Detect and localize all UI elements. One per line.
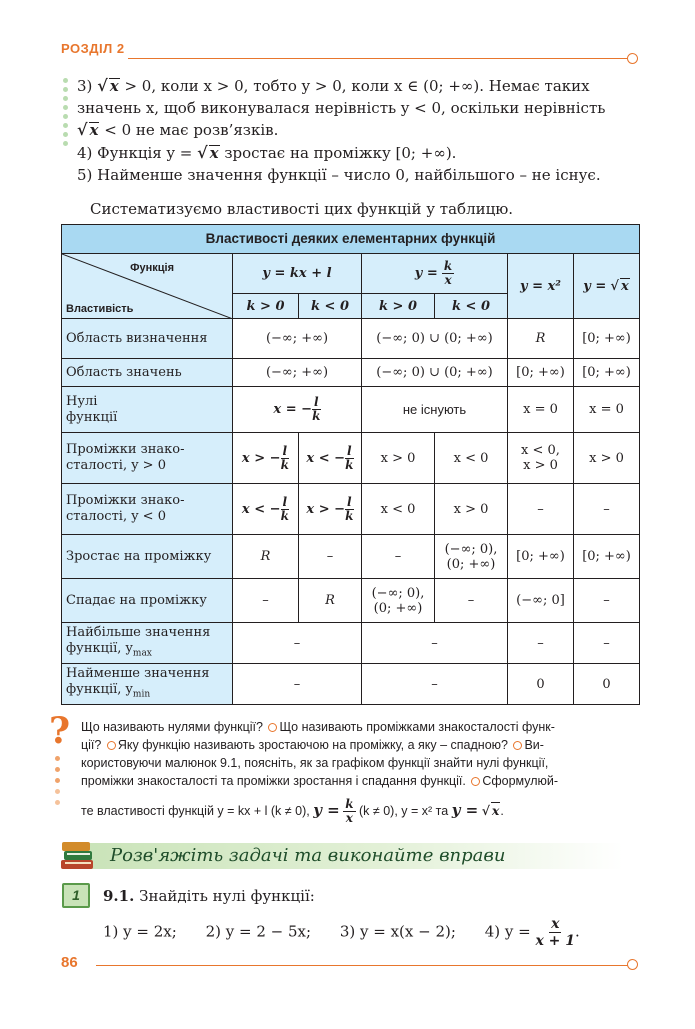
question-line-5: те властивості функцій y = kx + l (k ≠ 0), y = $\frac{k}{x}$ (k ≠ 0), y = x² та y = √ x.	[81, 797, 504, 826]
table-title: Властивості деяких елементарних функцій	[62, 225, 640, 254]
bullet-icon	[513, 741, 522, 750]
table-row: Найменше значення функції, $y_{min}$ – – 0 0	[62, 664, 640, 705]
page-number: 86	[61, 954, 78, 971]
text-line-4: 4) Функція y = √ x зростає на проміжку [0; +∞).	[77, 143, 457, 162]
text-line-5: 5) Найменше значення функції – число 0, найбільшого – не існує.	[77, 166, 601, 184]
table-row: Проміжки знако-сталості, y < 0 x < − $\frac{l}{k}$ x > − $\frac{l}{k}$ x < 0 x > 0 – –	[62, 484, 640, 535]
col-sqrt: y = √ x	[574, 254, 640, 319]
table-row: Область визначення (−∞; +∞) (−∞; 0) ∪ (0; +∞) R [0; +∞)	[62, 319, 640, 359]
col-linear: y = kx + l	[233, 254, 362, 294]
header-rule	[128, 58, 628, 59]
bullet-icon	[268, 723, 277, 732]
question-line-1: Що називають нулями функції? Що називають проміжками знакосталості функ-	[81, 720, 555, 734]
text-line-1: 3) √ x > 0, коли x > 0, тобто y > 0, коли x ∈ (0; +∞). Немає таких	[77, 76, 590, 95]
text-line-6: Систематизуємо властивості цих функцій у таблицю.	[90, 200, 514, 218]
footer-ring-icon	[627, 959, 638, 970]
exercise-items: 1) y = 2x; 2) y = 2 − 5x; 3) y = x(x − 2); 4) y = $\frac{x}{x + 1}$ .	[103, 916, 580, 949]
exercise-title: 9.1. Знайдіть нулі функції:	[103, 887, 315, 905]
bullet-icon	[471, 777, 480, 786]
table-row: Проміжки знако-сталості, y > 0 x > − $\frac{l}{k}$ x < − $\frac{l}{k}$ x > 0 x < 0 x < 0, x > 0 x > 0	[62, 433, 640, 484]
table-corner: Функція Властивість	[62, 254, 233, 319]
col-hyperbola: y = $\frac{k}{x}$	[362, 254, 508, 294]
question-mark-icon: ?	[49, 710, 71, 752]
table-row: Зростає на проміжку R – – (−∞; 0), (0; +∞) [0; +∞) [0; +∞)	[62, 535, 640, 579]
header-ring-icon	[627, 53, 638, 64]
bullet-icon	[107, 741, 116, 750]
table-row: Нулі функції x = − $\frac{l}{k}$ не існують x = 0 x = 0	[62, 387, 640, 433]
question-line-2: ції? Яку функцію називають зростаючою на проміжку, а яку – спадною? Ви-	[81, 738, 544, 752]
k-pos-1: k > 0	[233, 294, 299, 319]
section-header: РОЗДІЛ 2	[61, 41, 125, 56]
k-neg-2: k < 0	[435, 294, 508, 319]
table-row: Область значень (−∞; +∞) (−∞; 0) ∪ (0; +∞) [0; +∞) [0; +∞)	[62, 359, 640, 387]
question-line-3: користовуючи малюнок 9.1, поясніть, як за графіком функції знайти нулі функції,	[81, 756, 549, 770]
col-square: y = x²	[508, 254, 574, 319]
text-line-2: значень x, щоб виконувалася нерівність y < 0, оскільки нерівність	[77, 99, 606, 117]
k-pos-2: k > 0	[362, 294, 435, 319]
table-row: Найбільше значення функції, $y_{max}$ – – – –	[62, 623, 640, 664]
books-icon	[57, 834, 97, 874]
k-neg-1: k < 0	[299, 294, 362, 319]
properties-table	[61, 224, 640, 705]
table-row: Спадає на проміжку – R (−∞; 0), (0; +∞) – (−∞; 0] –	[62, 579, 640, 623]
level-badge: 1	[62, 883, 90, 908]
section-title: Розв'яжіть задачі та виконайте вправи	[110, 845, 506, 866]
footer-rule	[96, 965, 628, 966]
question-line-4: проміжки знакосталості та проміжки зростання і спадання функції. Сформулюй-	[81, 774, 559, 788]
text-line-3: √ x < 0 не має розв’язків.	[77, 120, 279, 139]
